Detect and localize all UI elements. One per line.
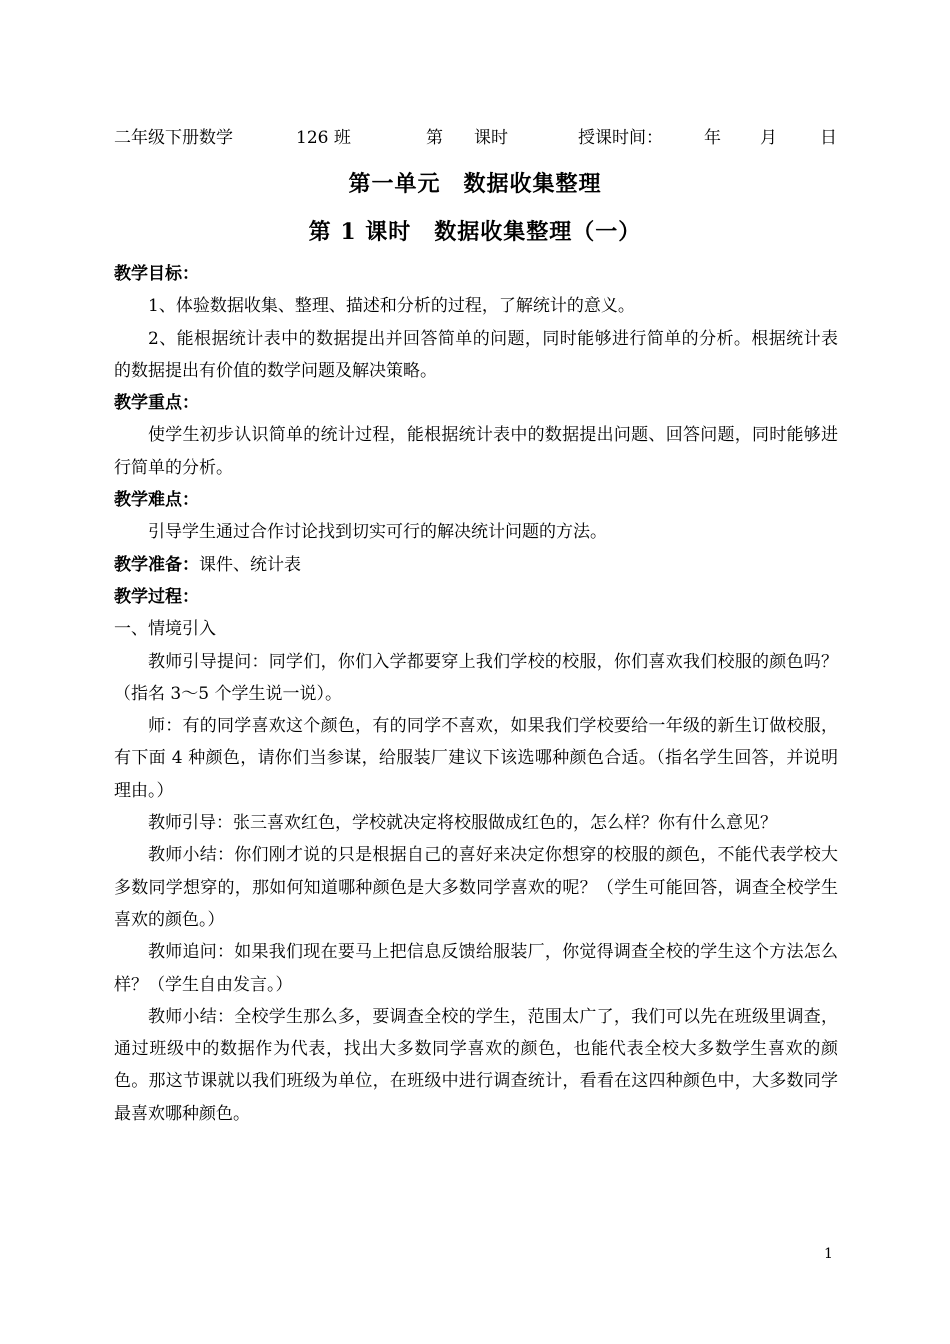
lesson-header [114, 126, 838, 150]
process-paragraph: 教师小结：全校学生那么多，要调查全校的学生，范围太广了，我们可以先在班级里调查，通过班级中的数据作为代表，找出大多数同学喜欢的颜色，也能代表全校大多数学生喜欢的颜色。那这节课就以我们班级为单位，在班级中进行调查统计，看看在这四种颜色中，大多数同学最喜欢哪种颜色。 [114, 1006, 838, 1124]
lesson-prefix: 第 [426, 128, 443, 148]
key-points-heading: 教学重点： [114, 393, 199, 414]
preparation-text: 课件、统计表 [199, 554, 301, 575]
month-label: 月 [760, 128, 777, 148]
section-title: 一、情境引入 [114, 619, 216, 640]
process-heading: 教学过程： [114, 586, 199, 607]
process-paragraph: 教师追问：如果我们现在要马上把信息反馈给服装厂，你觉得调查全校的学生这个方法怎么样？（学生自由发言。） [114, 942, 838, 995]
time-label: 授课时间： [578, 128, 663, 148]
objectives-heading: 教学目标： [114, 264, 199, 284]
lesson-title: 第 1 课时 数据收集整理（一） [308, 219, 642, 245]
class-name: 126 班 [296, 128, 351, 148]
difficulties-text: 引导学生通过合作讨论找到切实可行的解决统计问题的方法。 [148, 522, 607, 543]
key-points-text: 使学生初步认识简单的统计过程，能根据统计表中的数据提出问题、回答问题，同时能够进行简单的分析。 [114, 425, 838, 478]
day-label: 日 [820, 128, 837, 148]
process-paragraph: 教师引导：张三喜欢红色，学校就决定将校服做成红色的，怎么样？你有什么意见？ [148, 813, 777, 834]
page-number: 1 [824, 1246, 833, 1262]
grade-subject: 二年级下册数学 [114, 128, 233, 148]
preparation-heading: 教学准备： [114, 554, 199, 575]
process-paragraph: 教师引导提问：同学们，你们入学都要穿上我们学校的校服，你们喜欢我们校服的颜色吗？（指名 3～5 个学生说一说）。 [114, 651, 838, 704]
objective-item: 2、能根据统计表中的数据提出并回答简单的问题，同时能够进行简单的分析。根据统计表的数据提出有价值的数学问题及解决策略。 [114, 328, 838, 381]
difficulties-heading: 教学难点： [114, 490, 199, 511]
objective-item: 1、体验数据收集、整理、描述和分析的过程，了解统计的意义。 [148, 296, 635, 317]
unit-title: 第一单元 数据收集整理 [348, 171, 602, 197]
year-label: 年 [704, 128, 721, 148]
preparation-line [114, 549, 838, 581]
process-paragraph: 师：有的同学喜欢这个颜色，有的同学不喜欢，如果我们学校要给一年级的新生订做校服，有下面 4 种颜色，请你们当参谋，给服装厂建议下该选哪种颜色合适。（指名学生回答，并说明理由。） [114, 716, 838, 801]
process-paragraph: 教师小结：你们刚才说的只是根据自己的喜好来决定你想穿的校服的颜色，不能代表学校大多数同学想穿的，那如何知道哪种颜色是大多数同学喜欢的呢？（学生可能回答，调查全校学生喜欢的颜色。） [114, 845, 838, 930]
lesson-suffix: 课时 [474, 128, 508, 148]
lesson-body [114, 258, 838, 1130]
